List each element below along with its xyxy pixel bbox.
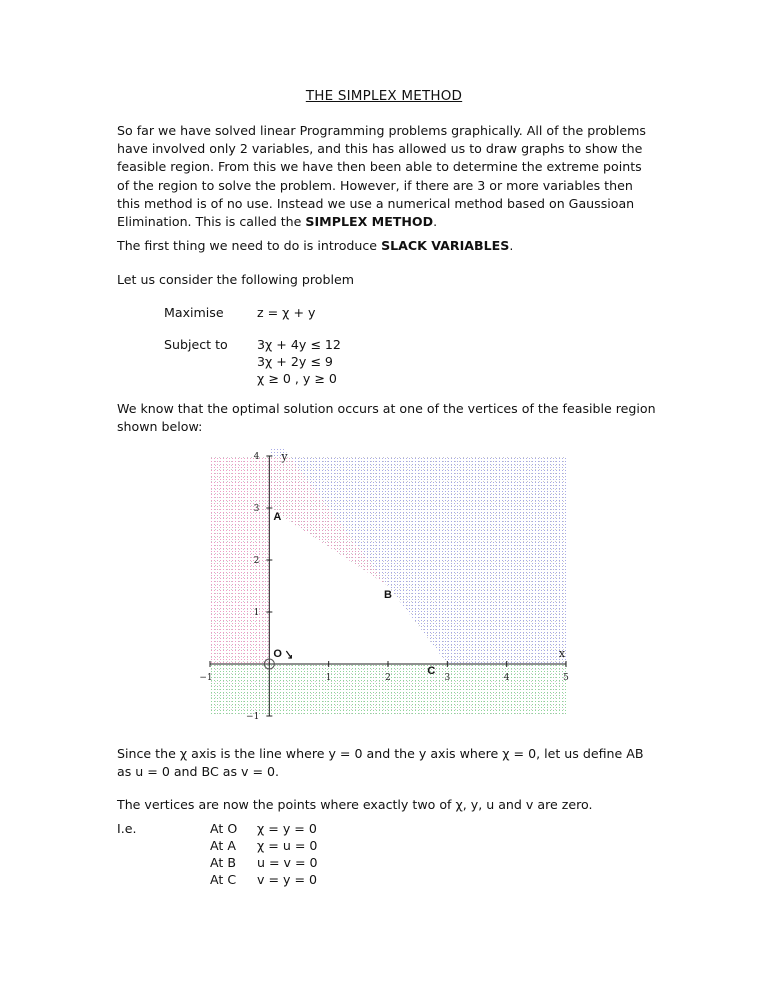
objective-label: Maximise <box>164 305 224 320</box>
x-tick-label: 2 <box>385 673 391 683</box>
intro-paragraph <box>117 122 657 231</box>
consider-paragraph: Let us consider the following problem <box>117 272 355 287</box>
ie-label: I.e. <box>117 821 137 836</box>
point-label-o: O <box>273 648 282 660</box>
objective-expression: z = χ + y <box>257 305 316 320</box>
x-tick-label: 5 <box>563 673 569 683</box>
slack-paragraph <box>117 237 657 255</box>
y-tick-label: 1 <box>253 608 260 618</box>
x-axis-label: x <box>558 647 566 660</box>
slack-end: . <box>509 238 514 253</box>
slack-text: The first thing we need to do is introduce <box>117 238 382 253</box>
shade-y-negative <box>210 664 566 716</box>
x-tick-label: −1 <box>199 673 213 683</box>
vertex-a-eq: χ = u = 0 <box>257 838 318 853</box>
graph-svg <box>198 448 578 724</box>
constraints-label: Subject to <box>164 337 228 352</box>
feasible-region-graph <box>198 448 578 724</box>
vertex-c-eq: v = y = 0 <box>257 872 318 887</box>
point-label-a: A <box>273 511 282 523</box>
x-tick-label: 1 <box>325 673 332 683</box>
point-label-b: B <box>384 589 392 601</box>
intro-emphasis: SIMPLEX METHOD <box>305 214 434 230</box>
vertex-b-eq: u = v = 0 <box>257 855 318 870</box>
y-tick-label: −1 <box>246 712 260 722</box>
slack-emphasis: SLACK VARIABLES <box>381 238 510 253</box>
page-title: THE SIMPLEX METHOD <box>305 88 463 104</box>
x-tick-label: 3 <box>444 673 451 683</box>
constraint-3: χ ≥ 0 , y ≥ 0 <box>257 371 337 386</box>
define-paragraph: Since the χ axis is the line where y = 0 and the y axis where χ = 0, let us define AB as u = 0 and BC as v = 0. <box>117 746 644 780</box>
optimal-paragraph: We know that the optimal solution occurs at one of the vertices of the feasible region shown below: <box>117 401 656 435</box>
intro-text: So far we have solved linear Programming problems graphically. All of the problems have involved only 2 variables, and this has allowed us to draw graphs to show the feasible region. From this we have then been able to determine the extreme points of the region to solve the problem. However, if there are 3 or more variables then this method is of no use. Instead we use a numerical method based on Gaussioan Elimination. This is called the <box>117 123 646 230</box>
vertices-paragraph: The vertices are now the points where exactly two of χ, y, u and v are zero. <box>117 797 593 812</box>
constraint-1: 3χ + 4y ≤ 12 <box>257 337 341 352</box>
y-tick-label: 4 <box>253 452 260 462</box>
x-tick-label: 4 <box>503 673 510 683</box>
vertex-o-label: At O <box>210 821 238 836</box>
y-tick-label: 3 <box>253 504 260 514</box>
vertex-a-label: At A <box>210 838 236 853</box>
intro-end: . <box>433 214 438 230</box>
y-tick-label: 2 <box>253 556 260 566</box>
y-axis-label: y <box>281 450 288 463</box>
vertex-b-label: At B <box>210 855 236 870</box>
vertex-o-eq: χ = y = 0 <box>257 821 317 836</box>
vertex-c-label: At C <box>210 872 237 887</box>
point-label-c: C <box>427 665 436 677</box>
constraint-2: 3χ + 2y ≤ 9 <box>257 354 333 369</box>
